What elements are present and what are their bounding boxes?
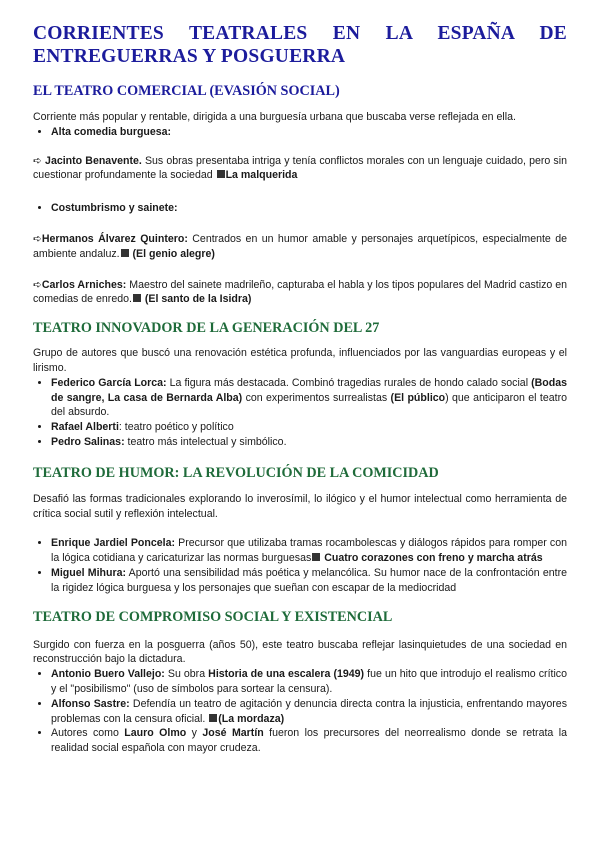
paragraph-arniches: ➪Carlos Arniches: Maestro del sainete madrileño, capturaba el habla y los tipos populares del Madrid castizo en comedias de enredo. (El santo de la Isidra) xyxy=(33,278,567,306)
list-item: • Rafael Alberti: teatro poético y político xyxy=(51,420,567,435)
author-name: Carlos Arniches: xyxy=(41,278,127,291)
square-icon xyxy=(312,553,320,561)
bullet-list xyxy=(33,667,567,756)
bullet-list xyxy=(33,125,567,140)
arrow-icon: ➪ xyxy=(33,232,42,245)
author-name: Hermanos Álvarez Quintero: xyxy=(41,232,188,245)
section-heading-generacion-27: TEATRO INNOVADOR DE LA GENERACIÓN DEL 27 xyxy=(33,320,380,337)
list-item: • Enrique Jardiel Poncela: Precursor que utilizaba tramas rocambolescas y diálogos rápidos para romper con la lógica cotidiana y caricaturizar las normas burguesas Cuatro corazones con freno y marcha atrás xyxy=(51,536,567,566)
square-icon xyxy=(217,170,225,178)
square-icon xyxy=(209,714,217,722)
list-item: • Autores como Lauro Olmo y José Martín fueron los precursores del neorrealismo donde se retrata la realidad social española con mayor crudeza. xyxy=(51,726,567,756)
document-title: CORRIENTES TEATRALES EN LA ESPAÑA DE ENTREGUERRAS Y POSGUERRA xyxy=(33,23,567,67)
list-item: • Costumbrismo y sainete: xyxy=(51,201,567,216)
section-intro-compromiso: Surgido con fuerza en la posguerra (años 50), este teatro buscaba reflejar lasinquietudes de una sociedad en reconstrucción bajo la dictadura. xyxy=(33,638,567,666)
section-intro-comercial: Corriente más popular y rentable, dirigida a una burguesía urbana que buscaba verse reflejada en ella. xyxy=(33,111,516,123)
section-heading-compromiso: TEATRO DE COMPROMISO SOCIAL Y EXISTENCIAL xyxy=(33,608,393,625)
arrow-icon: ➪ xyxy=(33,154,42,167)
section-heading-comercial: EL TEATRO COMERCIAL (EVASIÓN SOCIAL) xyxy=(33,83,340,99)
list-item: • Federico García Lorca: La figura más destacada. Combinó tragedias rurales de hondo calado social (Bodas de sangre, La casa de Bernarda Alba) con experimentos surrealistas (El público) que anticiparon el teatro del absurdo. xyxy=(51,376,567,420)
paragraph-quintero: ➪Hermanos Álvarez Quintero: Centrados en un humor amable y personajes arquetípicos, especialmente de ambiente andaluz. (El genio alegre) xyxy=(33,232,567,260)
arrow-icon: ➪ xyxy=(33,278,42,291)
document-page xyxy=(33,22,567,756)
square-icon xyxy=(121,249,129,257)
square-icon xyxy=(133,294,141,302)
bullet-list xyxy=(33,376,567,450)
section-intro-generacion-27: Grupo de autores que buscó una renovación estética profunda, influenciados por las vanguardias europeas y el lirismo. xyxy=(33,347,567,374)
bullet-list xyxy=(33,201,567,216)
list-item: • Alta comedia burguesa: xyxy=(51,125,567,140)
paragraph-benavente: ➪ Jacinto Benavente. Sus obras presentaba intriga y tenía conflictos morales con un lenguaje cuidado, pero sin cuestionar profundamente la sociedad La malquerida xyxy=(33,154,567,182)
section-heading-humor: TEATRO DE HUMOR: LA REVOLUCIÓN DE LA COMICIDAD xyxy=(33,464,439,481)
author-name: Jacinto Benavente. xyxy=(45,154,142,167)
list-item: • Alfonso Sastre: Defendía un teatro de agitación y denuncia directa contra la injusticia, enfrentando mayores problemas con la censura oficial. (La mordaza) xyxy=(51,697,567,727)
bullet-list xyxy=(33,536,567,595)
list-item: • Miguel Mihura: Aportó una sensibilidad más poética y melancólica. Su humor nace de la confrontación entre la rigidez lógica burguesa y los personajes que sueñan con escapar de la mediocridad xyxy=(51,566,567,596)
list-item: • Pedro Salinas: teatro más intelectual y simbólico. xyxy=(51,435,567,450)
list-item: • Antonio Buero Vallejo: Su obra Historia de una escalera (1949) fue un hito que introdujo el realismo crítico y el "posibilismo" (uso de símbolos para sortear la censura). xyxy=(51,667,567,697)
work-title: La malquerida xyxy=(225,169,298,182)
work-title: (El genio alegre) xyxy=(129,247,215,260)
work-title: (El santo de la Isidra) xyxy=(141,293,252,306)
section-intro-humor: Desafió las formas tradicionales explorando lo inverosímil, lo ilógico y el humor intelectual como herramienta de crítica social sutil y reflexión intelectual. xyxy=(33,492,567,520)
